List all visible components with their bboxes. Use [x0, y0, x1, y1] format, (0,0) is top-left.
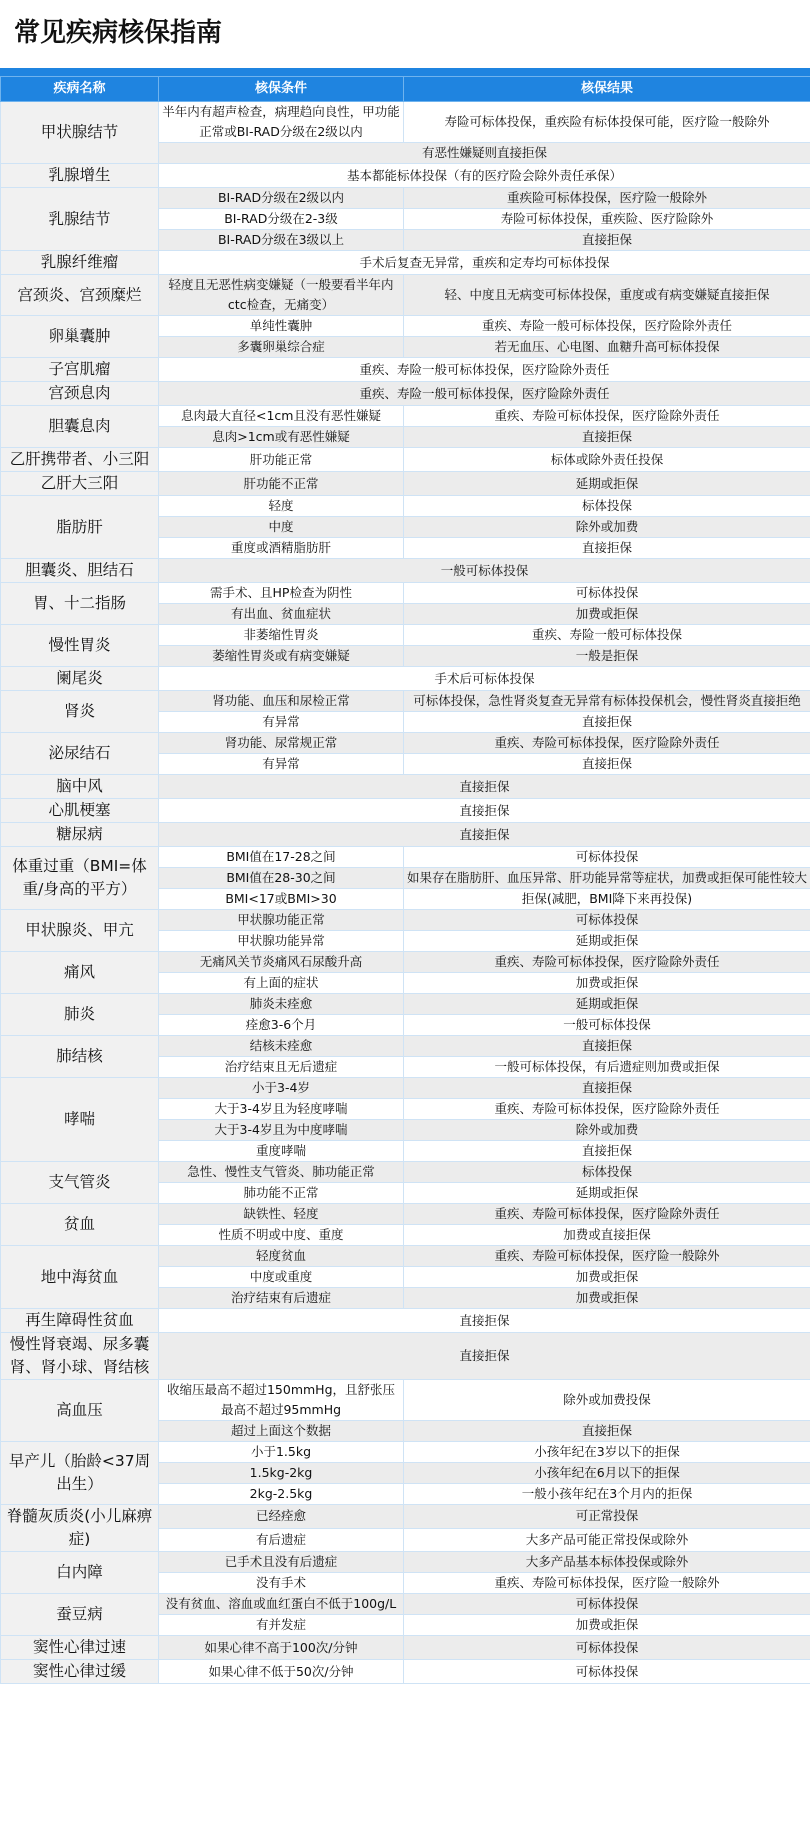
table-cell: 急性、慢性支气管炎、肺功能正常 [159, 1162, 404, 1183]
table-row [1, 1442, 810, 1463]
disease-name-cell: 乳腺纤维瘤 [1, 251, 159, 275]
table-cell: 肺炎未痊愈 [159, 994, 404, 1015]
table-row [1, 1162, 810, 1183]
table-cell: 大于3-4岁且为中度哮喘 [159, 1120, 404, 1141]
table-cell: 寿险可标体投保，重疾险、医疗险除外 [404, 209, 810, 230]
table-cell: 重疾、寿险一般可标体投保，医疗险除外责任 [159, 382, 810, 406]
table-cell: 可标体投保 [404, 1660, 810, 1684]
disease-name-cell: 肺结核 [1, 1036, 159, 1078]
table-cell: 重度或酒精脂肪肝 [159, 538, 404, 559]
disease-name-cell: 地中海贫血 [1, 1246, 159, 1309]
table-cell: 延期或拒保 [404, 931, 810, 952]
table-cell: 直接拒保 [159, 775, 810, 799]
table-cell: 重疾、寿险一般可标体投保，医疗险除外责任 [404, 316, 810, 337]
disease-name-cell: 蚕豆病 [1, 1594, 159, 1636]
table-cell: 如果存在脂肪肝、血压异常、肝功能异常等症状，加费或拒保可能性较大 [404, 868, 810, 889]
table-row [1, 583, 810, 604]
table-cell: BI-RAD分级在3级以上 [159, 230, 404, 251]
page-title: 常见疾病核保指南 [14, 18, 223, 48]
table-cell: 加费或直接拒保 [404, 1225, 810, 1246]
table-cell: 超过上面这个数据 [159, 1421, 404, 1442]
disease-name-cell: 哮喘 [1, 1078, 159, 1162]
table-cell: 无痛风关节炎痛风石尿酸升高 [159, 952, 404, 973]
table-cell: 大多产品可能正常投保或除外 [404, 1528, 810, 1552]
table-cell: 拒保(减肥，BMI降下来再投保) [404, 889, 810, 910]
table-cell: 肝功能不正常 [159, 472, 404, 496]
table-cell: BMI值在17-28之间 [159, 847, 404, 868]
table-cell: 可标体投保 [404, 847, 810, 868]
table-row [1, 472, 810, 496]
table-cell: 有异常 [159, 754, 404, 775]
table-cell: 肾功能、血压和尿检正常 [159, 691, 404, 712]
table-row [1, 406, 810, 427]
table-cell: 寿险可标体投保，重疾险有标体投保可能，医疗险一般除外 [404, 102, 810, 143]
table-row [1, 1636, 810, 1660]
table-cell: 基本都能标体投保（有的医疗险会除外责任承保） [159, 164, 810, 188]
disease-name-cell: 脊髓灰质炎(小儿麻痹症) [1, 1505, 159, 1552]
table-cell: 一般可标体投保，有后遗症则加费或拒保 [404, 1057, 810, 1078]
table-cell: 单纯性囊肿 [159, 316, 404, 337]
table-cell: 息肉最大直径<1cm且没有恶性嫌疑 [159, 406, 404, 427]
header-bar [0, 68, 810, 76]
table-cell: 可标体投保 [404, 1636, 810, 1660]
table-cell: 加费或拒保 [404, 973, 810, 994]
table-cell: 延期或拒保 [404, 994, 810, 1015]
table-cell: 中度 [159, 517, 404, 538]
table-cell: 缺铁性、轻度 [159, 1204, 404, 1225]
table-cell: 标体投保 [404, 496, 810, 517]
table-cell: 已手术且没有后遗症 [159, 1552, 404, 1573]
header-disease-name: 疾病名称 [1, 77, 159, 102]
table-row [1, 382, 810, 406]
table-cell: 加费或拒保 [404, 604, 810, 625]
disease-name-cell: 脂肪肝 [1, 496, 159, 559]
disease-name-cell: 慢性胃炎 [1, 625, 159, 667]
table-cell: 直接拒保 [159, 823, 810, 847]
table-row [1, 102, 810, 143]
table-cell: 性质不明或中度、重度 [159, 1225, 404, 1246]
table-cell: 除外或加费投保 [404, 1380, 810, 1421]
disease-name-cell: 泌尿结石 [1, 733, 159, 775]
table-cell: 若无血压、心电图、血糖升高可标体投保 [404, 337, 810, 358]
table-row [1, 775, 810, 799]
table-row [1, 496, 810, 517]
table-row [1, 1333, 810, 1380]
table-cell: 直接拒保 [404, 1141, 810, 1162]
table-cell: 可标体投保 [404, 1594, 810, 1615]
table-cell: 可正常投保 [404, 1505, 810, 1529]
table-cell: 小于1.5kg [159, 1442, 404, 1463]
disease-name-cell: 早产儿（胎龄<37周出生） [1, 1442, 159, 1505]
table-cell: 肝功能正常 [159, 448, 404, 472]
table-row [1, 1552, 810, 1573]
table-body [1, 102, 810, 1684]
table-row [1, 823, 810, 847]
disease-name-cell: 乳腺增生 [1, 164, 159, 188]
table-cell: 甲状腺功能正常 [159, 910, 404, 931]
table-cell: 小孩年纪在3岁以下的拒保 [404, 1442, 810, 1463]
table-cell: 直接拒保 [404, 538, 810, 559]
table-cell: 加费或拒保 [404, 1267, 810, 1288]
table-cell: 直接拒保 [404, 712, 810, 733]
table-row [1, 251, 810, 275]
disease-name-cell: 肾炎 [1, 691, 159, 733]
disease-name-cell: 乙肝携带者、小三阳 [1, 448, 159, 472]
table-cell: 轻度贫血 [159, 1246, 404, 1267]
table-cell: 延期或拒保 [404, 1183, 810, 1204]
table-cell: 可标体投保 [404, 910, 810, 931]
disease-name-cell: 窦性心律过缓 [1, 1660, 159, 1684]
table-cell: 直接拒保 [159, 1333, 810, 1380]
table-cell: 息肉>1cm或有恶性嫌疑 [159, 427, 404, 448]
disease-name-cell: 痛风 [1, 952, 159, 994]
table-cell: 有后遗症 [159, 1528, 404, 1552]
table-cell: 除外或加费 [404, 517, 810, 538]
disease-name-cell: 乙肝大三阳 [1, 472, 159, 496]
table-cell: 重疾、寿险可标体投保，医疗险除外责任 [404, 406, 810, 427]
table-row [1, 799, 810, 823]
table-cell: 大于3-4岁且为轻度哮喘 [159, 1099, 404, 1120]
table-cell: 直接拒保 [159, 799, 810, 823]
header-condition: 核保条件 [159, 77, 404, 102]
table-cell: 手术后可标体投保 [159, 667, 810, 691]
table-cell: 有恶性嫌疑则直接拒保 [159, 143, 810, 164]
disease-name-cell: 卵巢囊肿 [1, 316, 159, 358]
table-row [1, 733, 810, 754]
disease-name-cell: 体重过重（BMI=体重/身高的平方） [1, 847, 159, 910]
table-cell: 重疾、寿险可标体投保，医疗险除外责任 [404, 952, 810, 973]
table-row [1, 358, 810, 382]
table-cell: 重疾、寿险可标体投保，医疗险一般除外 [404, 1573, 810, 1594]
table-row [1, 275, 810, 316]
disease-name-cell: 白内障 [1, 1552, 159, 1594]
table-row [1, 316, 810, 337]
table-cell: 手术后复查无异常，重疾和定寿均可标体投保 [159, 251, 810, 275]
table-row [1, 1505, 810, 1529]
table-row [1, 1246, 810, 1267]
table-cell: 可标体投保 [404, 583, 810, 604]
table-cell: 重疾、寿险可标体投保，医疗险除外责任 [404, 1204, 810, 1225]
table-cell: 小孩年纪在6月以下的拒保 [404, 1463, 810, 1484]
table-row [1, 667, 810, 691]
table-cell: BMI值在28-30之间 [159, 868, 404, 889]
table-row [1, 559, 810, 583]
table-cell: BMI<17或BMI>30 [159, 889, 404, 910]
table-cell: 直接拒保 [404, 1036, 810, 1057]
table-cell: 重疾、寿险可标体投保，医疗险除外责任 [404, 733, 810, 754]
table-cell: 直接拒保 [404, 1421, 810, 1442]
table-cell: 一般是拒保 [404, 646, 810, 667]
disease-name-cell: 糖尿病 [1, 823, 159, 847]
table-cell: 2kg-2.5kg [159, 1484, 404, 1505]
table-cell: 重度哮喘 [159, 1141, 404, 1162]
disease-name-cell: 胃、十二指肠 [1, 583, 159, 625]
table-cell: 一般可标体投保 [404, 1015, 810, 1036]
table-row [1, 847, 810, 868]
table-cell: 重疾、寿险一般可标体投保 [404, 625, 810, 646]
table-cell: 一般小孩年纪在3个月内的拒保 [404, 1484, 810, 1505]
table-cell: 直接拒保 [404, 230, 810, 251]
table-cell: 肺功能不正常 [159, 1183, 404, 1204]
table-cell: 直接拒保 [404, 1078, 810, 1099]
table-row [1, 994, 810, 1015]
table-cell: 萎缩性胃炎或有病变嫌疑 [159, 646, 404, 667]
disease-name-cell: 子宫肌瘤 [1, 358, 159, 382]
disease-name-cell: 胆囊息肉 [1, 406, 159, 448]
table-cell: 有异常 [159, 712, 404, 733]
table-row [1, 164, 810, 188]
table-cell: 多囊卵巢综合症 [159, 337, 404, 358]
table-cell: 1.5kg-2kg [159, 1463, 404, 1484]
table-cell: 轻、中度且无病变可标体投保，重度或有病变嫌疑直接拒保 [404, 275, 810, 316]
table-row [1, 952, 810, 973]
disease-name-cell: 慢性肾衰竭、尿多囊肾、肾小球、肾结核 [1, 1333, 159, 1380]
table-cell: 肾功能、尿常规正常 [159, 733, 404, 754]
disease-name-cell: 甲状腺炎、甲亢 [1, 910, 159, 952]
table-cell: 重疾、寿险可标体投保，医疗险除外责任 [404, 1099, 810, 1120]
table-cell: 直接拒保 [404, 754, 810, 775]
table-cell: 小于3-4岁 [159, 1078, 404, 1099]
disease-name-cell: 贫血 [1, 1204, 159, 1246]
table-row [1, 1594, 810, 1615]
table-cell: 重疾、寿险可标体投保，医疗险一般除外 [404, 1246, 810, 1267]
table-row [1, 1036, 810, 1057]
table-cell: 已经痊愈 [159, 1505, 404, 1529]
table-row [1, 448, 810, 472]
disease-name-cell: 乳腺结节 [1, 188, 159, 251]
disease-name-cell: 甲状腺结节 [1, 102, 159, 164]
table-row [1, 1660, 810, 1684]
table-cell: 重疾、寿险一般可标体投保，医疗险除外责任 [159, 358, 810, 382]
table-cell: 需手术、且HP检查为阴性 [159, 583, 404, 604]
disease-name-cell: 阑尾炎 [1, 667, 159, 691]
disease-name-cell: 窦性心律过速 [1, 1636, 159, 1660]
disease-name-cell: 肺炎 [1, 994, 159, 1036]
table-cell: 加费或拒保 [404, 1615, 810, 1636]
table-cell: 有上面的症状 [159, 973, 404, 994]
table-row [1, 625, 810, 646]
table-cell: 有出血、贫血症状 [159, 604, 404, 625]
table-cell: 如果心律不低于50次/分钟 [159, 1660, 404, 1684]
table-cell: 标体或除外责任投保 [404, 448, 810, 472]
table-cell: 直接拒保 [404, 427, 810, 448]
table-cell: 非萎缩性胃炎 [159, 625, 404, 646]
table-cell: 收缩压最高不超过150mmHg，且舒张压最高不超过95mmHg [159, 1380, 404, 1421]
underwriting-table [0, 76, 810, 1684]
table-cell: BI-RAD分级在2级以内 [159, 188, 404, 209]
table-cell: 没有手术 [159, 1573, 404, 1594]
table-row [1, 1078, 810, 1099]
table-cell: 半年内有超声检查，病理趋向良性，甲功能正常或BI-RAD分级在2级以内 [159, 102, 404, 143]
table-cell: 治疗结束且无后遗症 [159, 1057, 404, 1078]
table-cell: 可标体投保，急性肾炎复查无异常有标体投保机会，慢性肾炎直接拒绝 [404, 691, 810, 712]
table-row [1, 691, 810, 712]
disease-name-cell: 宫颈息肉 [1, 382, 159, 406]
table-row [1, 910, 810, 931]
table-cell: 痊愈3-6个月 [159, 1015, 404, 1036]
table-cell: 延期或拒保 [404, 472, 810, 496]
table-cell: 标体投保 [404, 1162, 810, 1183]
table-cell: 直接拒保 [159, 1309, 810, 1333]
table-cell: 结核未痊愈 [159, 1036, 404, 1057]
table-row [1, 1204, 810, 1225]
table-cell: 中度或重度 [159, 1267, 404, 1288]
table-cell: BI-RAD分级在2-3级 [159, 209, 404, 230]
disease-name-cell: 胆囊炎、胆结石 [1, 559, 159, 583]
table-cell: 轻度且无恶性病变嫌疑（一般要看半年内ctc检查，无痛变） [159, 275, 404, 316]
table-cell: 一般可标体投保 [159, 559, 810, 583]
disease-name-cell: 再生障碍性贫血 [1, 1309, 159, 1333]
disease-name-cell: 脑中风 [1, 775, 159, 799]
header-result: 核保结果 [404, 77, 810, 102]
table-cell: 没有贫血、溶血或血红蛋白不低于100g/L [159, 1594, 404, 1615]
table-cell: 轻度 [159, 496, 404, 517]
disease-name-cell: 心肌梗塞 [1, 799, 159, 823]
table-cell: 甲状腺功能异常 [159, 931, 404, 952]
table-cell: 治疗结束有后遗症 [159, 1288, 404, 1309]
disease-name-cell: 高血压 [1, 1380, 159, 1442]
table-cell: 大多产品基本标体投保或除外 [404, 1552, 810, 1573]
table-cell: 如果心律不高于100次/分钟 [159, 1636, 404, 1660]
table-row [1, 188, 810, 209]
table-header-row [1, 77, 810, 102]
table-cell: 有并发症 [159, 1615, 404, 1636]
table-cell: 加费或拒保 [404, 1288, 810, 1309]
table-cell: 重疾险可标体投保，医疗险一般除外 [404, 188, 810, 209]
disease-name-cell: 支气管炎 [1, 1162, 159, 1204]
table-row [1, 1380, 810, 1421]
table-cell: 除外或加费 [404, 1120, 810, 1141]
disease-name-cell: 宫颈炎、宫颈糜烂 [1, 275, 159, 316]
table-row [1, 1309, 810, 1333]
